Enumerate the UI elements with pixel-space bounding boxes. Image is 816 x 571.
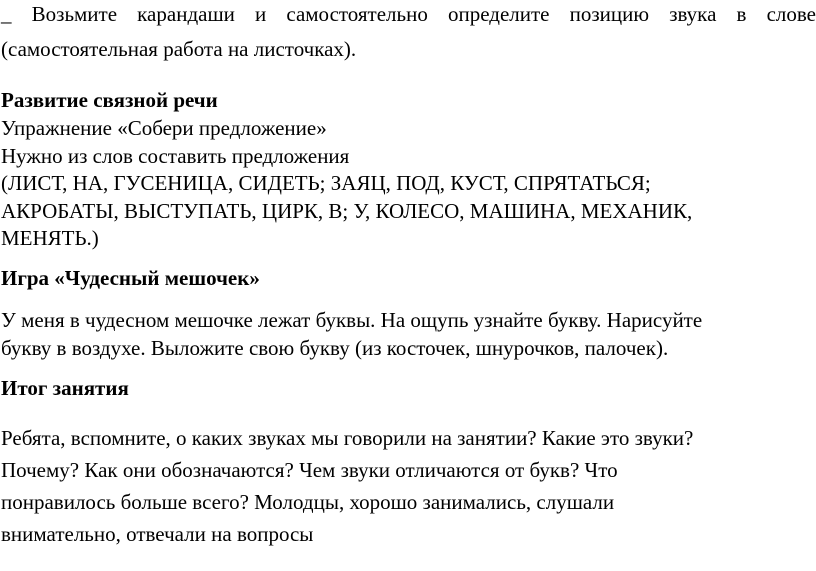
game-text-line-1: У меня в чудесном мешочке лежат буквы. На ощупь узнайте букву. Нарисуйте [1,308,703,332]
exercise-instruction: Нужно из слов составить предложения [1,144,350,168]
word-list-line-2: АКРОБАТЫ, ВЫСТУПАТЬ, ЦИРК, В; У, КОЛЕСО, МАШИНА, МЕХАНИК, [1,199,693,223]
summary-line-1: Ребята, вспомните, о каких звуках мы говорили на занятии? Какие это звуки? [1,426,694,450]
summary-line-3: понравилось больше всего? Молодцы, хорошо занимались, слушали [1,490,615,514]
intro-line-1: _ Возьмите карандаши и самостоятельно определите позицию звука в слове [1,2,816,26]
section-heading-speech: Развитие связной речи [1,88,218,112]
section-heading-game: Игра «Чудесный мешочек» [1,266,260,290]
summary-line-2: Почему? Как они обозначаются? Чем звуки отличаются от букв? Что [1,458,618,482]
section-heading-summary: Итог занятия [1,376,129,400]
intro-text [1,4,816,25]
word-list-line-1: (ЛИСТ, НА, ГУСЕНИЦА, СИДЕТЬ; ЗАЯЦ, ПОД, КУСТ, СПРЯТАТЬСЯ; [1,171,651,195]
intro-line-2: (самостоятельная работа на листочках). [1,37,357,61]
exercise-title: Упражнение «Собери предложение» [1,116,327,140]
game-text-line-2: букву в воздухе. Выложите свою букву (из косточек, шнурочков, палочек). [1,336,669,360]
summary-line-4: внимательно, отвечали на вопросы [1,522,314,546]
word-list-line-3: МЕНЯТЬ.) [1,226,99,250]
